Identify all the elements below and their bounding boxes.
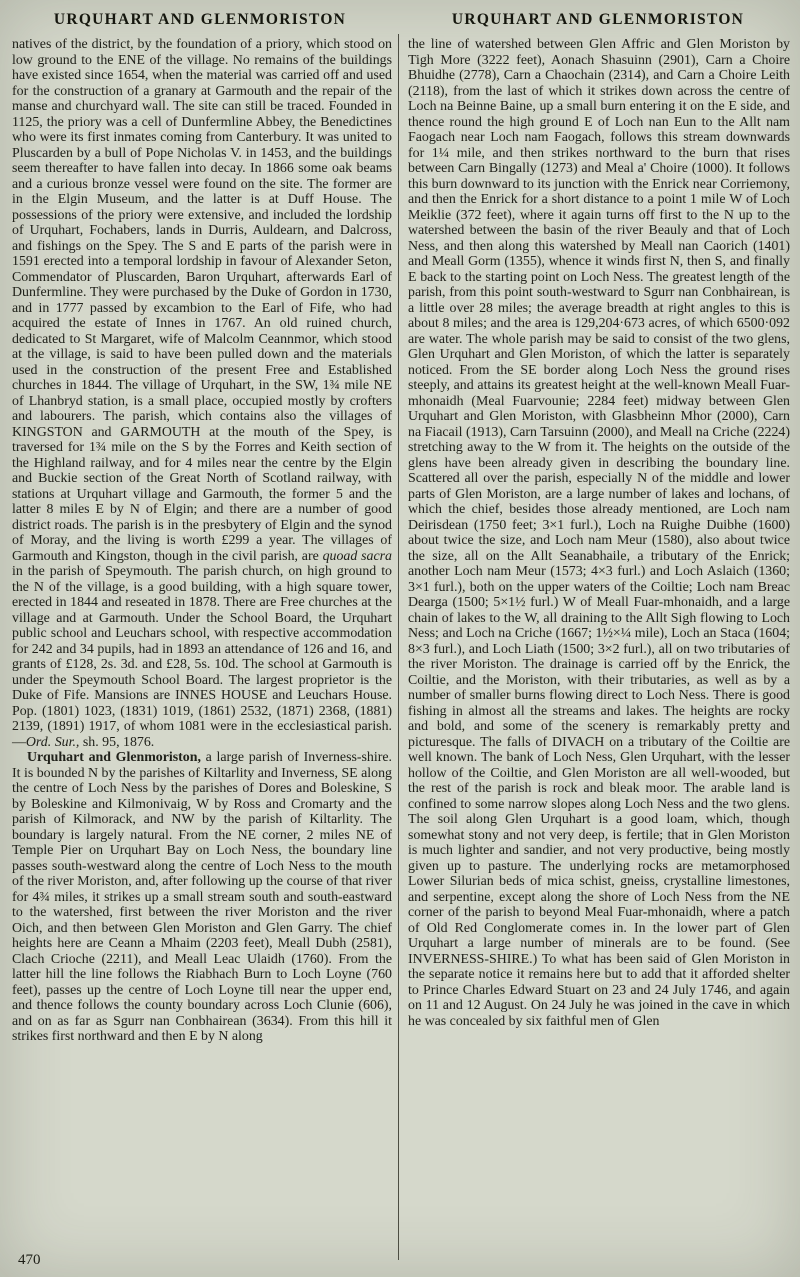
running-head-right: URQUHART AND GLENMORISTON [451,11,745,28]
page-number: 470 [18,1252,41,1268]
column-divider [398,34,399,1260]
text-segment: sh. 95, 1876. [79,734,155,750]
paragraph-right-column-continuation: the line of watershed between Glen Affric and Glen Moriston by Tigh More (3222 feet), Aonach Shasuinn (2901), Carn a Choire Bhuidhe (2778), Carn a Chaochain (2314), and Carn a Choire Leith (2118), from the last of which it strikes down across the centre of Loch na Beinne Baine, up a small burn entering it on the E side, and thence round the high ground E of Loch nan Eun to the Allt nam Faogach near Loch nam Faogach, follows this stream downwards for 1¼ mile, and then strikes northward to the burn that rises between Carn Bingally (1273) and Meal a' Choire (1000). It follows this burn downward to its junction with the Enrick near Corriemony, and then the Enrick for a short distance to a point 1 mile W of Loch Meiklie (372 feet), where it again turns off first to the N up to the watershed between the basin of the river Beauly and that of Loch Ness, and then along this watershed by Meall nan Caorich (1401) and Meall Gorm (1355), whence it winds first N, then S, and finally E back to the starting point on Loch Ness. The greatest length of the parish, from this point south-westward to Sgurr nan Conbhairean, is a little over 28 miles; the average breadth at right angles to this is about 8 miles; and the area is 129,204·673 acres, of which 6500·092 are water. The whole parish may be said to consist of the two glens, Glen Urquhart and Glen Moriston, of which the latter is separately noticed. From the SE border along Loch Ness the ground rises steeply, and attains its greatest height at the well-known Meall Fuar-mhonaidh (Meal Fuarvounie; 2284 feet) midway between Glen Urquhart and Glen Moriston, with Glasbheinn Mhor (2000), Carn na Fiacail (1913), Carn Tarsuinn (2000), and Meall na Criche (2224) stretching away to the W from it. The heights on the outside of the glens have been already given in describing the boundary line. Scattered all over the parish, especially N of the middle and lower parts of Glen Moriston, are a large number of lakes and lochans, of which the chief, besides those already mentioned, are Loch nam Deirisdean (1750 feet; 3×1 furl.), Loch na Ruighe Duibhe (1600) about twice the size, and Loch nam Meur (1580), also about twice the size, all on the Allt Seanabhaile, a tributary of the Enrick; another Loch nam Meur (1573; 4×3 furl.) and Loch Aslaich (1360; 3×1 furl.), both on the upper waters of the Coiltie; Loch nam Breac Dearga (1500; 5×1½ furl.) W of Meall Fuar-mhonaidh, and a large chain of lakes to the W, all draining to the Allt Sigh flowing to Loch Ness; and Loch na Criche (1667; 1½×¼ mile), Loch an Staca (1604; 8×3 furl.), and Loch Liath (1500; 3×2 furl.), all on two tributaries of the river Moriston. The drainage is carried off by the Enrick, the Coiltie, and the Moriston, with their tributaries, as well as by a number of smaller burns flowing direct to Loch Ness. There is good fishing in almost all the streams and lakes. The heights are rocky and bold, and some of the scenery is remarkably pretty and picturesque. The falls of DIVACH on a tributary of the Coiltie are well known. The bank of Loch Ness, Glen Urquhart, with the lesser hollow of the Coiltie, and Glen Moriston are all well-wooded, but the rest of the parish is rock and bleak moor. The arable land is confined to some narrow slopes along Loch Ness and the two glens. The soil along Glen Urquhart is a good loam, which, though somewhat stony and not very deep, is fertile; that in Glen Moriston is much lighter and sandier, and not very productive, being mostly given up to pasture. The underlying rocks are metamorphosed Lower Silurian beds of mica schist, gneiss, crystalline limestones, and serpentine, except along the shore of Loch Ness from the NE corner of the parish to beyond Meal Fuar-mhonaidh, where a patch of Old Red Conglomerate comes in. In the lower part of Glen Urquhart a large number of minerals are to be found. (See INVERNESS-SHIRE.) To what has been said of Glen Moriston in the separate notice it remains here but to add that it afforded shelter to Prince Charles Edward Stuart on 23 and 24 July 1746, and again on 11 and 12 August. On 24 July he was joined in the cave in which he was concealed by six faithful men of Glen [408,37,790,1029]
paragraph-urquhart-priory-continuation [12,37,392,750]
text-segment: in the parish of Speymouth. The parish church, on high ground to the N of the village, is a good building, with a high square tower, erected in 1844 and reseated in 1878. There are Free churches at the village and at Garmouth. Under the School Board, the Urquhart public school and Leuchars school, with respective accommodation for 242 and 34 pupils, had in 1893 an attendance of 126 and 16, and grants of £128, 2s. 3d. and £28, 5s. 10d. The school at Garmouth is under the Speymouth School Board. The largest proprietor is the Duke of Fife. Mansions are INNES HOUSE and Leuchars House. Pop. (1801) 1023, (1831) 1019, (1861) 2532, (1871) 2368, (1881) 2139, (1891) 1917, of whom 1081 were in the ecclesiastical parish.— [12,564,392,750]
text-column-left [12,37,392,1045]
text-segment: natives of the district, by the foundation of a priory, which stood on low ground to the ENE of the village. No remains of the buildings have existed since 1654, when the material was carried off and used for the construction of a granary at Garmouth and the repair of the manse and churchyard wall. The site can still be traced. Founded in 1125, the priory was a cell of Dunfermline Abbey, the Benedictines who were its first inmates coming from Canterbury. It was united to Pluscarden by a bull of Pope Nicholas V. in 1453, and the buildings seem thereafter to have fallen into decay. In 1866 some oak beams and a curious bronze vessel were found on the site. The former are in the Elgin Museum, and the latter is at Duff House. The possessions of the priory were extensive, and included the lordship of Urquhart, Fochabers, lands in Durris, Auldearn, and Dalcross, and fishings on the Spey. The S and E parts of the parish were in 1591 erected into a temporal lordship in favour of Alexander Seton, Commendator of Pluscarden, Baron Urquhart, afterwards Earl of Dunfermline. They were purchased by the Duke of Gordon in 1730, and in 1777 passed by excambion to the Earl of Fife, who had acquired the estate of Innes in 1767. An old ruined church, dedicated to St Margaret, wife of Malcolm Ceannmor, which stood at the village, is said to have been pulled down and the materials used in the construction of the present Free and Established churches in 1844. The village of Urquhart, in the SW, 1¾ mile NE of Lhanbryd station, is a small place, occupied mostly by crofters and labourers. The parish, which contains also the villages of KINGSTON and GARMOUTH at the mouth of the Spey, is traversed for 1¾ mile on the S by the Forres and Keith section of the Highland railway, and for 4 miles near the centre by the Elgin and Buckie section of the Great North of Scotland railway, with stations at Urquhart village and Garmouth, the former 5 and the latter 8 miles E by N of Elgin; and there are a number of good district roads. The parish is in the presbytery of Elgin and the synod of Moray, and the living is worth £299 a year. The villages of Garmouth and Kingston, though in the civil parish, are [12,37,392,564]
running-head-left: URQUHART AND GLENMORISTON [53,11,347,28]
text-segment-italic-quoad-sacra: quoad sacra [318,548,392,564]
text-column-right [408,37,790,1029]
entry-title: Urquhart and Glenmoriston, [27,750,201,765]
text-segment-italic-ord-sur: Ord. Sur., [25,734,80,750]
entry-body: a large parish of Inverness-shire. It is bounded N by the parishes of Kiltarlity and Inverness, SE along the centre of Loch Ness by the parishes of Dores and Boleskine, S by Boleskine and Kilmonivaig, W by Ross and Cromarty and the parish of Kilmorack, and NW by the parish of Kiltarlity. The boundary is largely natural. From the NE corner, 2 miles NE of Temple Pier on Urquhart Bay on Loch Ness, the boundary line passes south-westward along the centre of Loch Ness to the mouth of the river Moriston, and, after following up the course of that river for 4¾ miles, it strikes up a small stream south and south-eastward to the watershed, first between the river Moriston and the river Oich, and then between Glen Moriston and Glen Garry. The chief heights here are Ceann a Mhaim (2203 feet), Meall Dubh (2581), Clach Crioche (2211), and Meall Leac Ulaidh (1760). From the latter hill the line follows the Riabhach Burn to Loch Loyne (760 feet), passes up the centre of Loch Loyne till near the upper end, and thence follows the county boundary across Loch Clunie (606), and on as far as Sgurr nan Conbhairean (3634). From this hill it strikes first northward and then E by N along [12,750,392,1044]
paragraph-urquhart-and-glenmoriston-entry [12,750,392,1045]
